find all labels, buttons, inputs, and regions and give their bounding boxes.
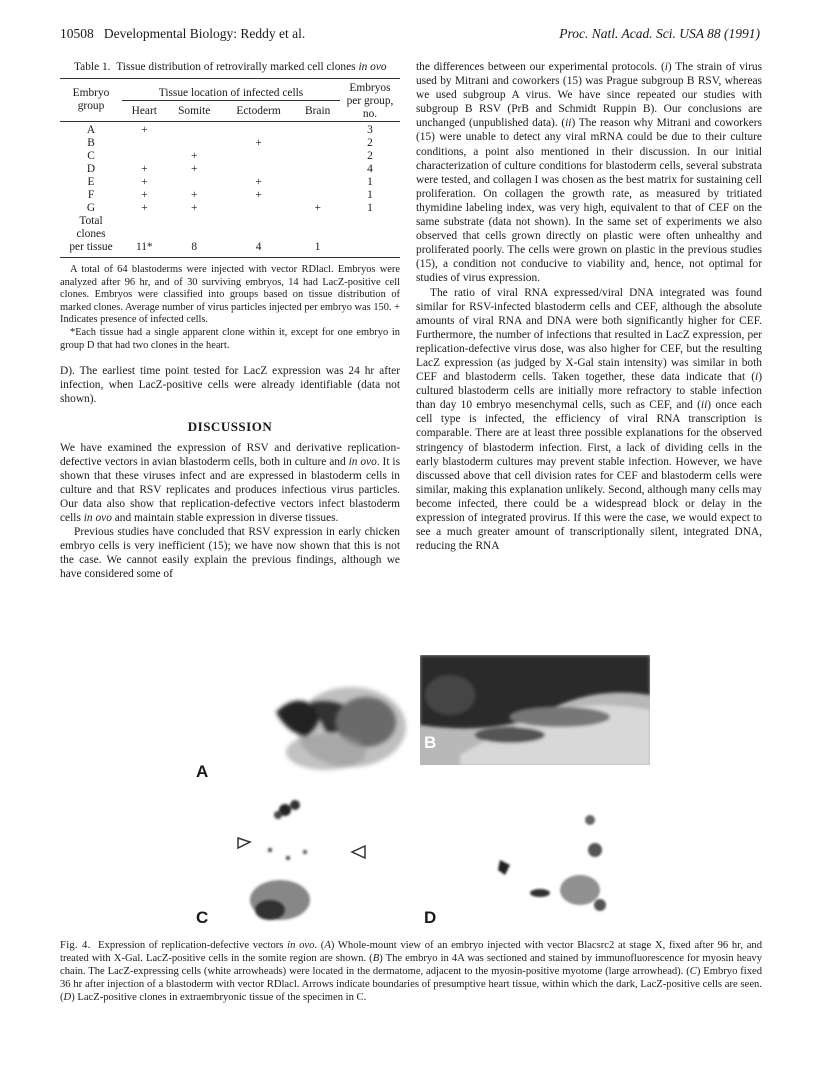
left-column <box>60 60 400 581</box>
section-heading-discussion: DISCUSSION <box>187 419 273 435</box>
italic-span: in ovo <box>348 455 377 468</box>
text-span: ) The reason why Mitrani and coworkers (15) were unable to detect any viral mRNA could be due to their culture conditions, a point also mentioned in their discussion. In our initial characterization of culture conditions for blastoderm cells, several substrata were tested, and collagen I was chosen as the best matrix for sustaining cell proliferation. On collagen the growth rate, as measured by tritiated thymidine labeling index, was very high, equivalent to that of CEF on the same substrate (data not shown). In the same set of experiments we also observed that cells grown directly on plastic were often unhealthy and proliferated poorly. The cells were grown on plastic in the previous studies (15), a condition not conducive to viability and, hence, not optimal for studies of virus expression. <box>416 117 762 285</box>
cell-count: 4 <box>367 163 373 175</box>
cell-somite <box>167 137 222 150</box>
table-total-row <box>60 215 400 228</box>
header-left <box>60 26 305 42</box>
table1 <box>60 78 400 258</box>
figure4-panel-b-image <box>420 655 650 765</box>
italic-span: C <box>689 965 697 977</box>
th-embryos-text: Embryos per group, no. <box>346 82 394 120</box>
cell-total-brain: 1 <box>295 241 340 258</box>
cell-somite <box>167 122 222 138</box>
figure4-caption-label: Fig. 4. <box>60 940 91 951</box>
table-row <box>60 137 400 150</box>
page-number: 10508 <box>60 26 94 41</box>
figure4-panel-a-image <box>256 682 416 802</box>
cell-count: 2 <box>367 137 373 149</box>
cell-total-ectoderm: 4 <box>222 241 296 258</box>
th-embryos-per-group <box>340 79 400 122</box>
figure4-panel-c-image <box>230 790 380 930</box>
cell-group: C <box>87 150 95 162</box>
italic-span: ii <box>700 399 708 412</box>
th-tissue-location <box>122 79 340 101</box>
th-embryo-group-text: Embryo group <box>72 87 110 112</box>
cell-somite <box>167 176 222 189</box>
text-span: . ( <box>314 940 325 951</box>
table-row <box>60 122 400 138</box>
cell-brain <box>295 150 340 163</box>
table1-footnotes <box>60 264 400 352</box>
cell-heart: + <box>141 176 148 188</box>
cell-group: E <box>87 176 95 188</box>
paragraph-discussion-1 <box>60 441 400 526</box>
th-ectoderm: Ectoderm <box>236 105 281 117</box>
text-span: ) once each cell type is infected, the efficiency of viral RNA transcription is comparable. There are at least three possible explanations for the observed stringency of blastoderm infection. First, a lack of dividing cells in the early blastoderm cultures may prevent stable infection. However, we have discussed above that cell division rates for CEF and blastoderm cells were similar, making this explanation unlikely. Second, although many cells may become infected, there could be a widespread block or delay in the expression of integrated provirus. If this were the case, we would expect to see a much greater amount of transcriptionally silent, integrated DNA, reducing the RNA <box>416 399 763 553</box>
text-span: . It is shown that these viruses infect and are expressed in blastoderm cells in culture and that RSV replicates and produces infectious virus particles. Our data also show that replication-defective vectors infect blastoderm cells <box>60 455 400 524</box>
cell-ectoderm: + <box>255 189 262 201</box>
text-span: ) LacZ-positive clones in extraembryonic tissue of the specimen in C. <box>71 991 367 1003</box>
cell-brain <box>295 176 340 189</box>
cell-somite: + <box>190 202 198 214</box>
cell-total-label-3: per tissue <box>60 241 122 258</box>
right-column <box>416 60 762 553</box>
arrow-right-icon <box>352 846 365 858</box>
table1-caption <box>60 60 400 74</box>
cell-somite: + <box>190 189 198 201</box>
cell-count: 2 <box>367 150 373 162</box>
cell-somite: + <box>190 163 198 175</box>
table1-title: Tissue distribution of retrovirally marked cell clones <box>116 61 356 73</box>
table1-label: Table 1. <box>74 61 111 73</box>
cell-count: 1 <box>367 202 373 214</box>
text-span: ) The embryo in 4A was sectioned and stained by immunofluorescence for myosin heavy chain. The LacZ-expressing cells (white arrowheads) were located in the dermatome, adjacent to the myosin-positive myotome (large arrowhead). ( <box>60 952 762 977</box>
cell-ectoderm <box>222 202 296 215</box>
paragraph-discussion-2: Previous studies have concluded that RSV expression in early chicken embryo cells is very inefficient (15); we have now shown that this is not the case. We cannot easily explain the previous findings, although we have considered some of <box>60 526 400 581</box>
cell-group: F <box>87 189 95 201</box>
table-row <box>60 150 400 163</box>
italic-span: i <box>664 61 668 73</box>
cell-count: 3 <box>340 122 400 138</box>
italic-span: i <box>755 371 759 384</box>
cell-brain: + <box>314 202 321 214</box>
cell-total-somite: 8 <box>167 241 222 258</box>
italic-span: D <box>63 991 72 1003</box>
table-row <box>60 176 400 189</box>
paragraph-right-1 <box>416 60 762 286</box>
figure4-label-d: D <box>424 908 437 927</box>
paragraph-right-2 <box>416 286 762 554</box>
table-row <box>60 189 400 202</box>
cell-brain <box>295 189 340 202</box>
cell-brain <box>295 137 340 150</box>
cell-group: B <box>87 137 95 149</box>
cell-heart: + <box>141 163 148 175</box>
cell-heart: + <box>122 122 167 138</box>
cell-heart <box>122 137 167 150</box>
table-row <box>60 202 400 215</box>
th-heart: Heart <box>131 105 157 117</box>
cell-group: D <box>86 163 96 175</box>
cell-heart: + <box>141 189 148 201</box>
arrow-left-icon <box>238 838 250 848</box>
table1-footnote-main: A total of 64 blastoderms were injected with vector RDlacl. Embryos were analyzed after 96 hr, and of 30 surviving embryos, 14 had LacZ-positive cell clones. Embryos were classified into groups based on tissue distribution of marked clones. Average number of virus particles injected per embryo was 150. + Indicates presence of infected cells. <box>60 264 400 326</box>
cell-count: 1 <box>367 176 373 188</box>
cell-brain <box>295 163 340 176</box>
journal-section: Developmental Biology: Reddy et al. <box>103 26 306 41</box>
text-span: ) Embryo fixed 36 hr after injection of a blastoderm with vector RDlacl. Arrows indicate boundaries of presumptive heart tissue, within which the dark, LacZ-positive cells are seen. ( <box>60 965 762 1003</box>
table-total-row-3 <box>60 241 400 258</box>
cell-heart <box>122 150 167 163</box>
italic-span: ii <box>565 117 572 130</box>
paragraph-results-end: D). The earliest time point tested for LacZ expression was 24 hr after infection, when LacZ-positive cells were already identifiable (data not shown). <box>60 365 400 406</box>
cell-somite: + <box>190 150 198 162</box>
figure4-panel-d-image <box>480 790 620 930</box>
text-span: ) The strain of virus used by Mitrani and coworkers (15) was Prague subgroup B RSV, whereas we used subgroup A virus. We have since repeated our studies with subgroup B RSV (PrB and Schmidt Ruppin B). Our conclusions are unchanged (unpublished data). ( <box>416 61 763 130</box>
cell-ectoderm <box>222 163 296 176</box>
table1-title-italic: in ovo <box>358 61 387 73</box>
th-somite: Somite <box>178 105 211 117</box>
italic-span: in ovo <box>83 512 112 524</box>
running-header <box>60 26 760 46</box>
text-span: We have examined the expression of RSV and derivative replication-defective vectors in avian blastoderm cells, both in culture and <box>60 441 400 468</box>
table1-footnote-asterisk: *Each tissue had a single apparent clone within it, except for one embryo in group D that had two clones in the heart. <box>60 326 400 351</box>
italic-span: in ovo <box>287 940 315 951</box>
text-span: ) Whole-mount view of an embryo injected with vector Blacsrc2 at stage X, fixed after 96 hr, and treated with X-Gal. LacZ-positive cells in the somite region are shown. ( <box>60 940 762 964</box>
cell-brain <box>295 122 340 138</box>
cell-ectoderm <box>222 122 296 138</box>
th-embryo-group <box>60 79 122 122</box>
cell-total-heart: 11* <box>122 241 167 258</box>
figure4-label-c: C <box>196 908 209 927</box>
cell-ectoderm <box>222 150 296 163</box>
cell-ectoderm: + <box>255 137 262 149</box>
text-span: the differences between our experimental protocols. ( <box>416 61 665 73</box>
cell-count: 1 <box>367 189 373 201</box>
cell-ectoderm: + <box>255 176 262 188</box>
figure4-caption <box>60 940 762 1005</box>
cell-total-label-1: Total <box>79 215 103 227</box>
th-brain: Brain <box>305 105 331 117</box>
italic-span: A <box>324 940 331 951</box>
cell-heart: + <box>141 202 148 214</box>
figure4-label-a: A <box>196 762 209 781</box>
italic-span: B <box>372 952 380 964</box>
text-span: The ratio of viral RNA expressed/viral DNA integrated was found similar for RSV-infected blastoderm cells and CEF, although the absolute amounts of viral RNA and DNA were both significantly higher for CEF. Furthermore, the number of infections that resulted in LacZ expression, per replication-defective virus dose, was also higher for CEF, but the resulting LacZ expression (as judged by X-Gal stain intensity) was similar in both CEF and blastoderm cells. Taken together, these data indicate that ( <box>416 286 762 384</box>
figure4-label-b: B <box>424 733 437 752</box>
journal-citation: Proc. Natl. Acad. Sci. USA 88 (1991) <box>559 26 760 41</box>
table-row <box>60 163 400 176</box>
table-total-row-2 <box>60 228 400 241</box>
th-tissue-location-text: Tissue location of infected cells <box>158 86 304 99</box>
text-span: ) cultured blastoderm cells are initially more refractory to stable infection than day 10 embryo mesenchymal cells, such as CEF, and ( <box>416 371 762 412</box>
cell-total-label-2: clones <box>76 228 106 240</box>
cell-group: G <box>86 202 96 214</box>
cell-group: A <box>60 122 122 138</box>
text-span: and maintain stable expression in diverse tissues. <box>114 512 339 524</box>
text-span: Expression of replication-defective vectors <box>98 940 284 951</box>
